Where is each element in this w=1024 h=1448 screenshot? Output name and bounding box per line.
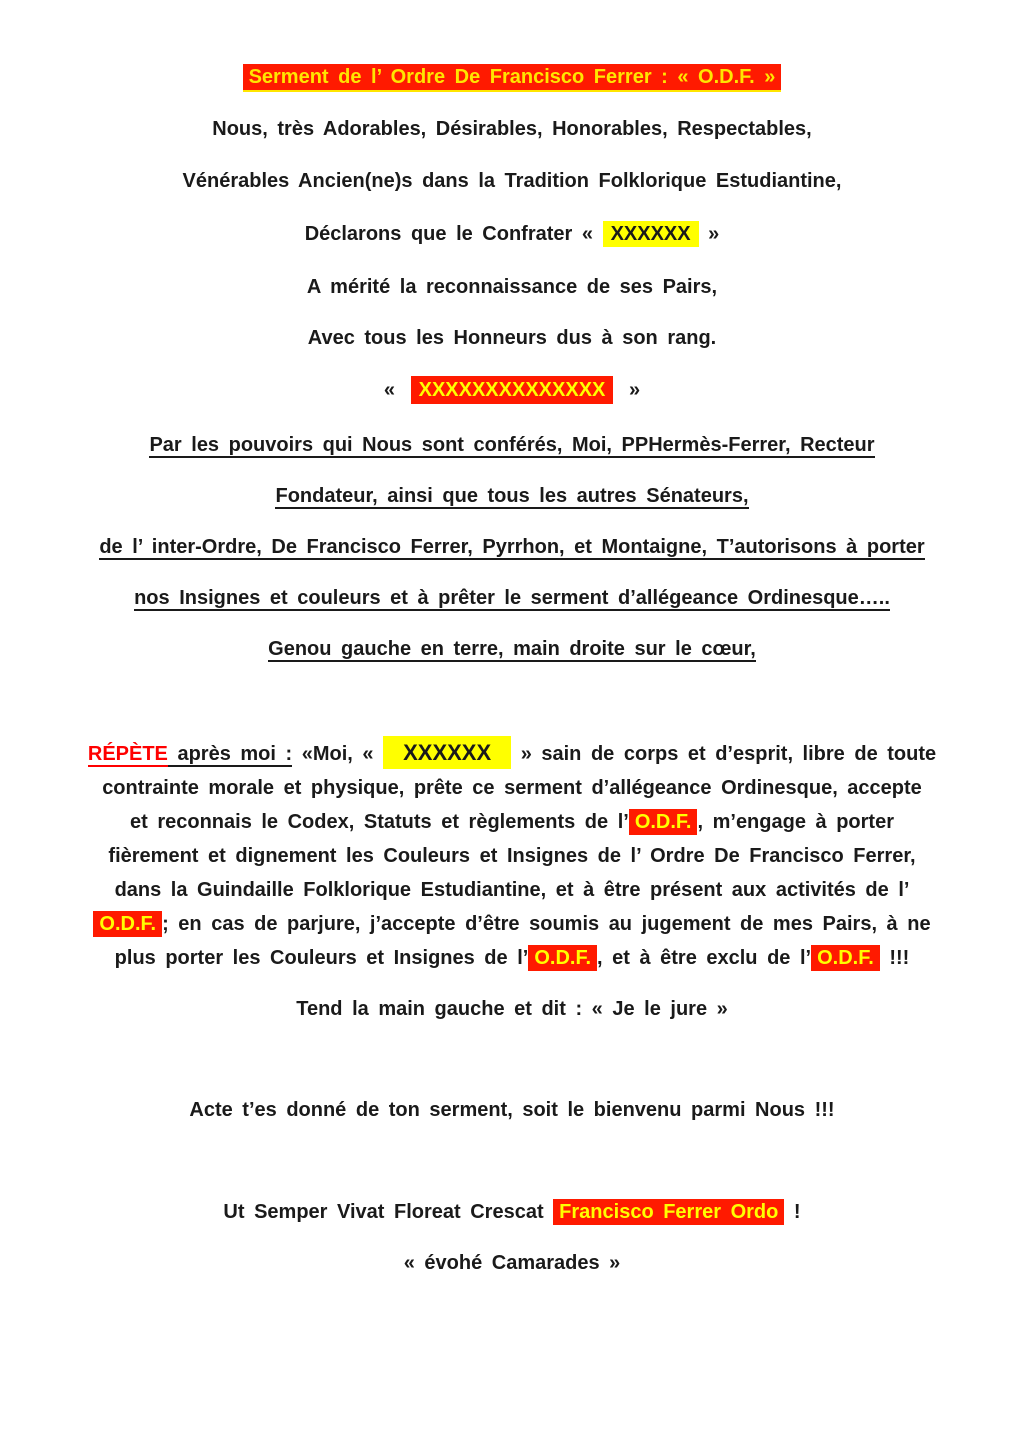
powers-line-1 <box>0 432 1024 458</box>
declaration-line-3-start: Déclarons que le Confrater « <box>304 223 593 245</box>
powers-line-2 <box>0 483 1024 509</box>
oath-title: Serment de l’ Ordre De Francisco Ferrer : « O.D.F. » <box>243 64 782 92</box>
oath-line-2: contrainte morale et physique, prête ce serment d’allégeance Ordinesque, accepte <box>102 777 922 799</box>
title-name-open-quote: « <box>383 379 396 401</box>
powers-line-1-text: Par les pouvoirs qui Nous sont conférés, Moi, PPHermès-Ferrer, Recteur <box>149 434 875 456</box>
confrater-name-placeholder: XXXXXX <box>603 221 699 247</box>
powers-line-5-text: Genou gauche en terre, main droite sur le cœur, <box>268 638 756 660</box>
odf-badge: O.D.F. <box>93 911 162 937</box>
declaration-line-3 <box>0 221 1024 247</box>
oath-line-4: fièrement et dignement les Couleurs et Insignes de l’ Ordre De Francisco Ferrer, <box>108 845 916 867</box>
oath-line-6-text: ; en cas de parjure, j’accepte d’être soumis au jugement de mes Pairs, à ne <box>162 913 931 935</box>
evohe-line: « évohé Camarades » <box>403 1252 621 1274</box>
oath-line-1 <box>0 740 1024 767</box>
powers-line-4-text: nos Insignes et couleurs et à prêter le serment d’allégeance Ordinesque….. <box>134 587 890 609</box>
oath-line-5: dans la Guindaille Folklorique Estudiantine, et à être présent aux activités de l’ <box>114 879 910 901</box>
motto-line <box>0 1199 1024 1225</box>
declaration-line-1: Nous, très Adorables, Désirables, Honorables, Respectables, <box>212 118 812 140</box>
title-name-close-quote: » <box>628 379 641 401</box>
declaration-line-3-end: » <box>708 223 720 245</box>
powers-line-5 <box>0 636 1024 662</box>
apres-moi: après moi : <box>167 743 293 765</box>
oath-line-7-end: !!! <box>879 947 910 969</box>
welcome-line: Acte t’es donné de ton serment, soit le bienvenu parmi Nous !!! <box>189 1099 835 1121</box>
swear-line: Tend la main gauche et dit : « Je le jure » <box>296 998 728 1020</box>
oath-line-3 <box>0 809 1024 835</box>
motto-end: ! <box>784 1201 801 1223</box>
oath-line-7 <box>0 945 1024 971</box>
oath-line-3-start: et reconnais le Codex, Statuts et règlements de l’ <box>130 811 629 833</box>
odf-badge: O.D.F. <box>811 945 880 971</box>
oath-title-line <box>0 64 1024 90</box>
ordo-badge: Francisco Ferrer Ordo <box>553 1199 784 1225</box>
odf-badge: O.D.F. <box>528 945 597 971</box>
repete-word: RÉPÈTE <box>87 743 168 765</box>
oath-line-1-end: » sain de corps et d’esprit, libre de toute <box>511 743 937 765</box>
oath-line-3-end: , m’engage à porter <box>697 811 894 833</box>
declaration-line-2: Vénérables Ancien(ne)s dans la Tradition Folklorique Estudiantine, <box>182 170 842 192</box>
oath-line-7-start: plus porter les Couleurs et Insignes de l’ <box>114 947 529 969</box>
motto-text: Ut Semper Vivat Floreat Crescat <box>223 1201 554 1223</box>
powers-line-3-text: de l’ inter-Ordre, De Francisco Ferrer, Pyrrhon, et Montaigne, T’autorisons à porter <box>99 536 925 558</box>
powers-line-3 <box>0 534 1024 560</box>
powers-line-2-text: Fondateur, ainsi que tous les autres Sénateurs, <box>275 485 749 507</box>
title-name-placeholder: XXXXXXXXXXXXXX <box>411 376 614 404</box>
oath-line-7-middle: , et à être exclu de l’ <box>597 947 812 969</box>
oath-name-placeholder: XXXXXX <box>383 736 511 769</box>
powers-line-4 <box>0 585 1024 611</box>
declaration-line-5: Avec tous les Honneurs dus à son rang. <box>307 327 717 349</box>
oath-line-6 <box>0 911 1024 937</box>
oath-moi: «Moi, « <box>292 743 374 765</box>
odf-badge: O.D.F. <box>629 809 698 835</box>
declaration-line-4: A mérité la reconnaissance de ses Pairs, <box>306 276 718 298</box>
title-name-line <box>0 377 1024 403</box>
